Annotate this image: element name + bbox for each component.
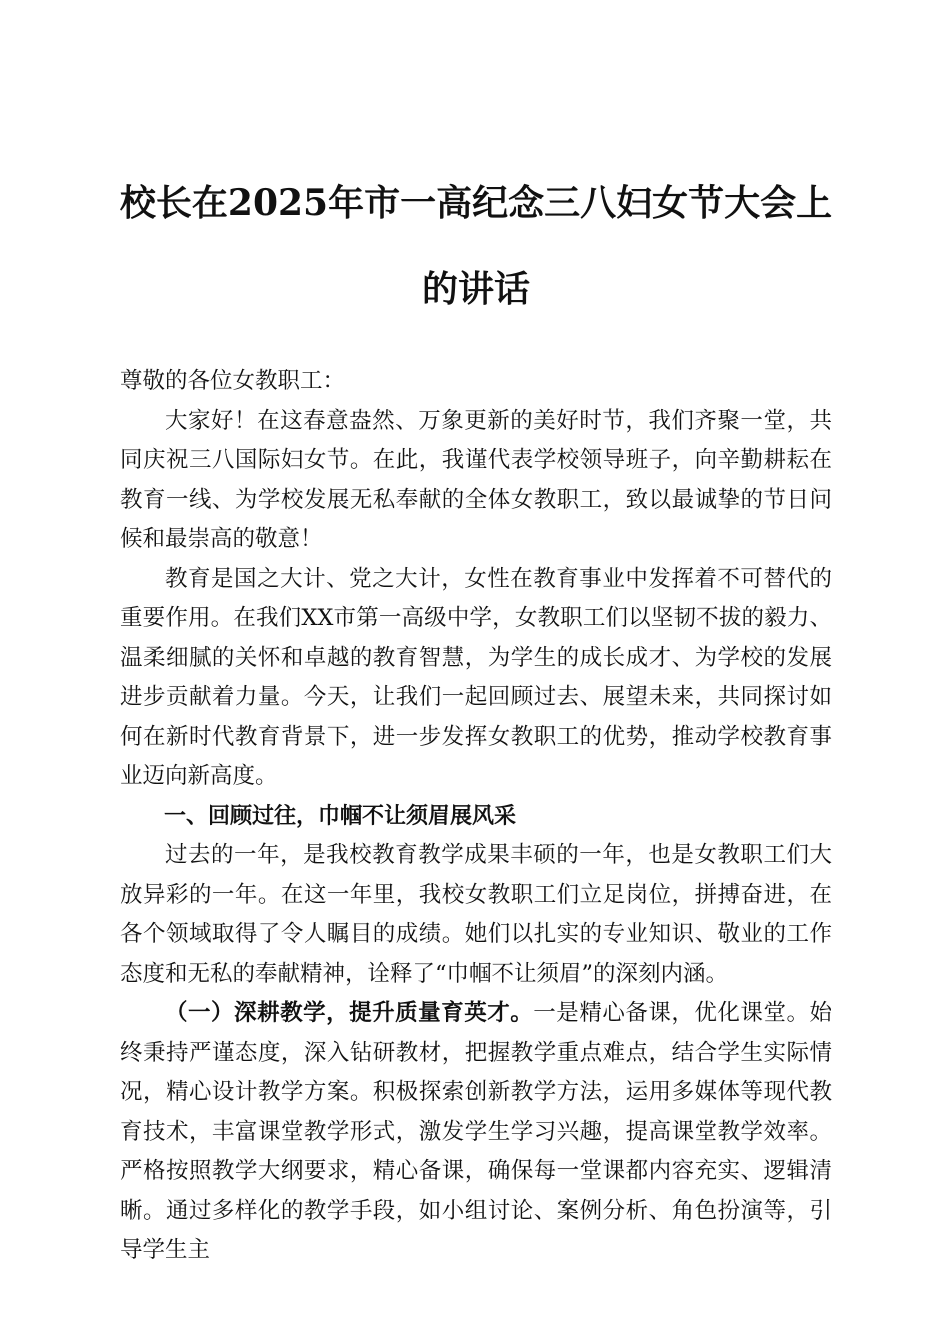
section-heading-1: 一、回顾过往，巾帼不让须眉展风采 xyxy=(164,803,517,829)
title-line-1: 校长在2025年市一高纪念三八妇女节大会上 xyxy=(119,182,833,224)
subsection-text-1: 一是精心备课，优化课堂。始终秉持严谨态度，深入钻研教材，把握教学重点难点，结合学生实际情况，精心设计教学方案。积极探索创新教学方法，运用多媒体等现代教育技术，丰富课堂教学形式，激发学生学习兴趣，提高课堂教学效率。严格按照教学大纲要求，精心备课，确保每一堂课都内容充实、逻辑清晰。通过多样化的教学手段，如小组讨论、案例分析、角色扮演等，引导学生主 xyxy=(120,1000,832,1263)
document-page xyxy=(120,0,832,1344)
salutation: 尊敬的各位女教职工： xyxy=(120,368,346,394)
document-title xyxy=(110,160,842,332)
document-body xyxy=(120,362,832,1271)
paragraph-greeting: 大家好！在这春意盎然、万象更新的美好时节，我们齐聚一堂，共同庆祝三八国际妇女节。在此，我谨代表学校领导班子，向辛勤耕耘在教育一线、为学校发展无私奉献的全体女教职工，致以最诚挚的节日问候和最崇高的敬意！ xyxy=(120,407,832,552)
paragraph-section-1: 过去的一年，是我校教育教学成果丰硕的一年，也是女教职工们大放异彩的一年。在这一年里，我校女教职工们立足岗位，拼搏奋进，在各个领域取得了令人瞩目的成绩。她们以扎实的专业知识、敬业的工作态度和无私的奉献精神，诠释了“巾帼不让须眉”的深刻内涵。 xyxy=(120,842,832,987)
paragraph-subsection-1 xyxy=(120,994,832,1271)
paragraph-intro: 教育是国之大计、党之大计，女性在教育事业中发挥着不可替代的重要作用。在我们XX市第一高级中学，女教职工们以坚韧不拔的毅力、温柔细腻的关怀和卓越的教育智慧，为学生的成长成才、为学校的发展进步贡献着力量。今天，让我们一起回顾过去、展望未来，共同探讨如何在新时代教育背景下，进一步发挥女教职工的优势，推动学校教育事业迈向新高度。 xyxy=(120,565,832,789)
subsection-heading-1: （一）深耕教学，提升质量育英才。 xyxy=(165,1000,534,1026)
title-line-2: 的讲话 xyxy=(421,268,530,310)
